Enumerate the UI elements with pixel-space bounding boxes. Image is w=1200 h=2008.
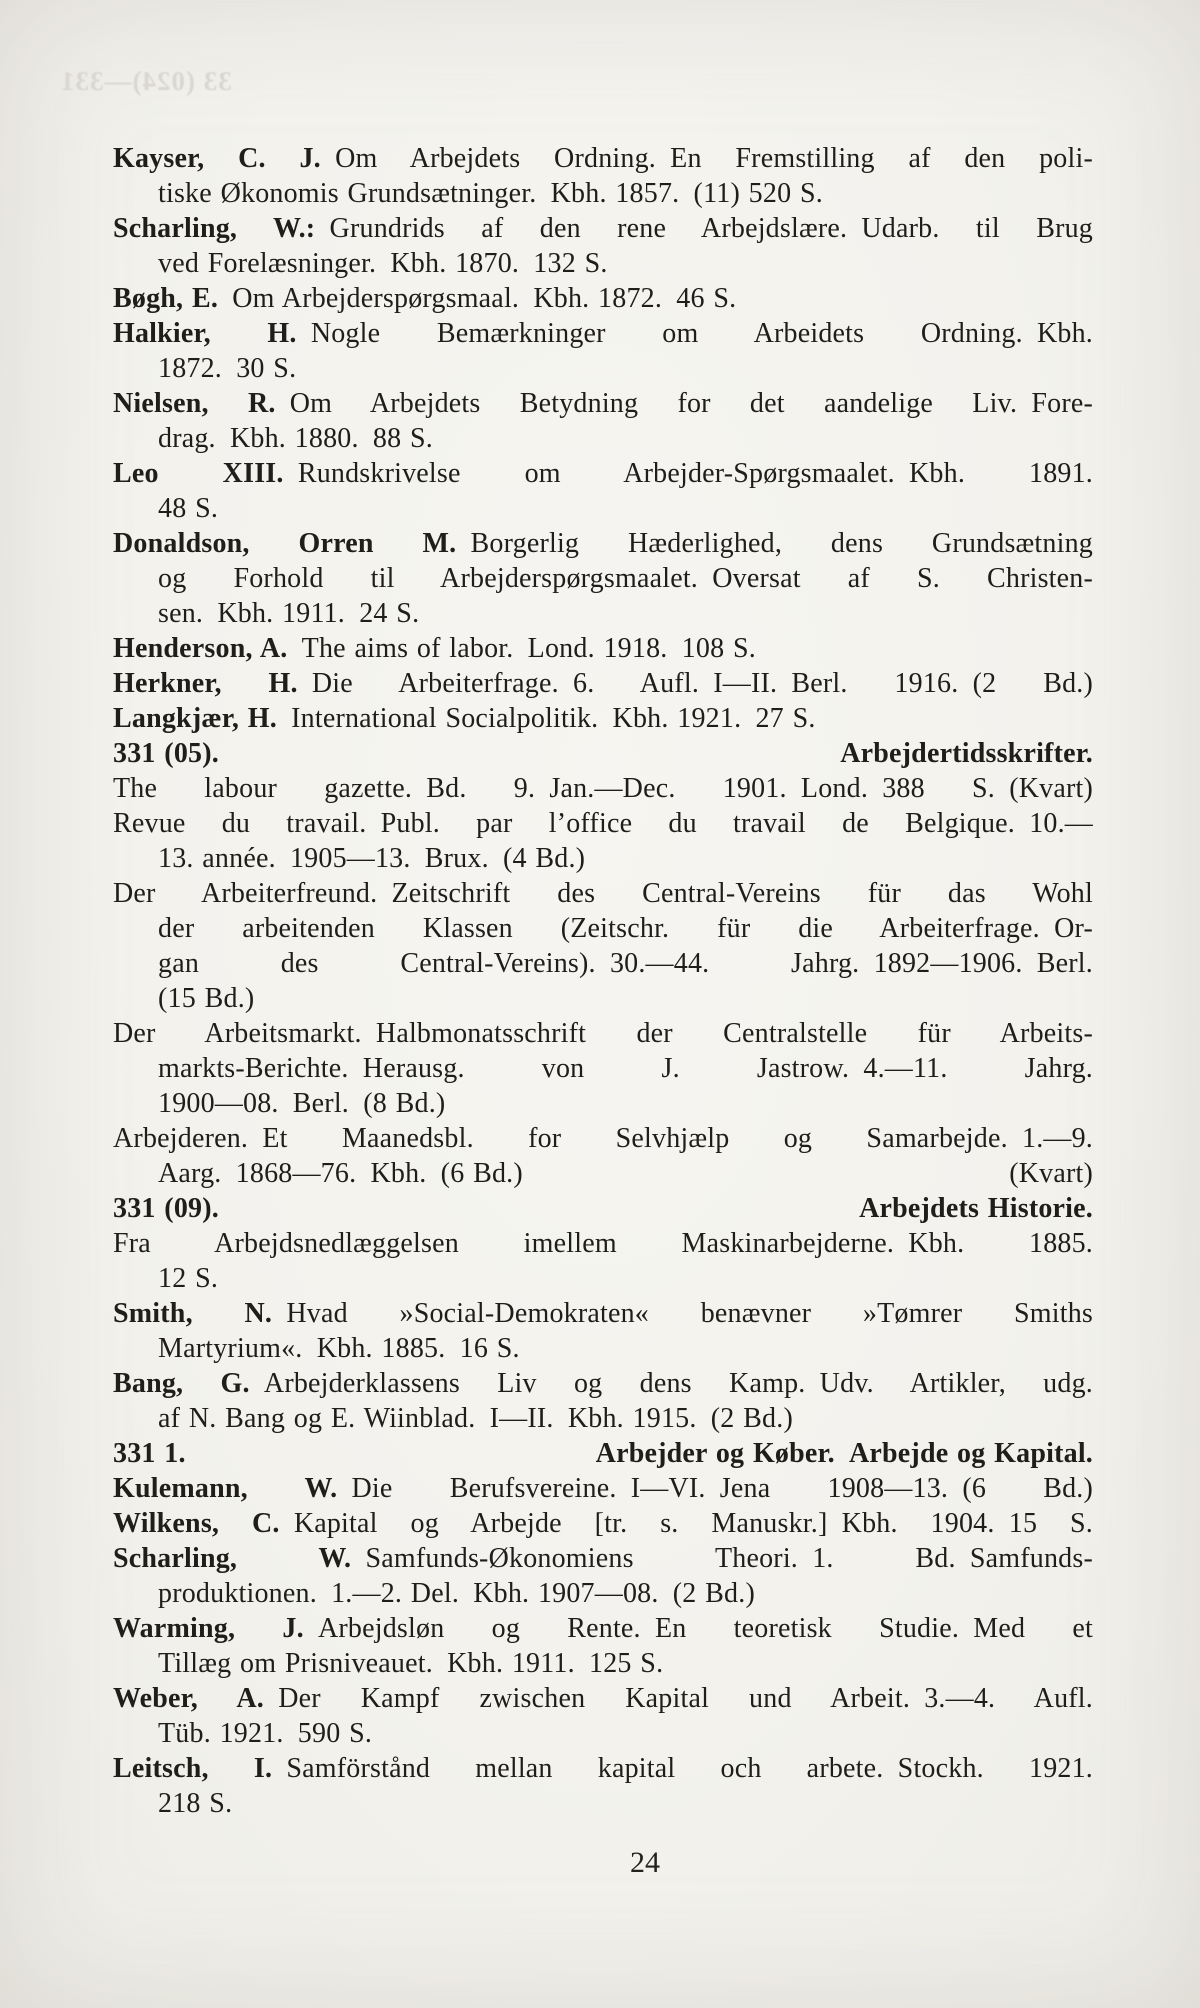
line-text: Grundrids af den rene Arbejdslære. Udarb. til Brug	[329, 213, 1093, 244]
line-text: drag. Kbh. 1880. 88 S.	[158, 423, 433, 454]
author-lead: Leitsch, I.	[113, 1753, 273, 1784]
author-lead: Herkner, H.	[113, 668, 298, 699]
section-title: Arbejder og Køber. Arbejde og Kapital.	[595, 1438, 1093, 1469]
bib-line	[113, 246, 1093, 281]
bib-line	[113, 841, 1093, 876]
line-text: markts-Berichte. Herausg. von J. Jastrow. 4.—11. Jahrg.	[158, 1053, 1093, 1084]
bib-line	[113, 806, 1093, 841]
bib-line	[113, 1121, 1093, 1156]
line-text: Fra Arbejdsnedlæggelsen imellem Maskinarbejderne. Kbh. 1885.	[113, 1228, 1093, 1259]
page-number: 24	[630, 1846, 660, 1879]
bib-line	[113, 946, 1093, 981]
line-text: Kapital og Arbejde [tr. s. Manuskr.] Kbh. 1904. 15 S.	[293, 1508, 1093, 1539]
line-text: The labour gazette. Bd. 9. Jan.—Dec. 1901. Lond. 388 S. (Kvart)	[113, 773, 1093, 804]
bib-line	[113, 1646, 1093, 1681]
author-lead: Henderson, A.	[113, 633, 288, 664]
author-lead: Scharling, W.:	[113, 213, 316, 244]
section-header	[113, 1436, 1093, 1471]
bib-line	[113, 771, 1093, 806]
bib-line	[113, 1051, 1093, 1086]
section-header	[113, 1191, 1093, 1226]
line-text: af N. Bang og E. Wiinblad. I—II. Kbh. 1915. (2 Bd.)	[158, 1403, 793, 1434]
author-lead: Kayser, C. J.	[113, 143, 321, 174]
author-lead: Leo XIII.	[113, 458, 284, 489]
line-text: ved Forelæsninger. Kbh. 1870. 132 S.	[158, 248, 608, 279]
author-lead: Bøgh, E.	[113, 283, 219, 314]
line-text: Der Arbeitsmarkt. Halbmonatsschrift der Centralstelle für Arbeits-	[113, 1018, 1093, 1049]
bib-line	[113, 351, 1093, 386]
line-text: og Forhold til Arbejderspørgsmaalet. Oversat af S. Christen-	[158, 563, 1093, 594]
bib-line	[113, 386, 1093, 421]
bib-line	[113, 1716, 1093, 1751]
line-text: Tillæg om Prisniveauet. Kbh. 1911. 125 S.	[158, 1648, 664, 1679]
bib-line	[113, 1296, 1093, 1331]
line-text: Om Arbejderspørgsmaal. Kbh. 1872. 46 S.	[232, 283, 737, 314]
line-text: Rundskrivelse om Arbejder-Spørgsmaalet. Kbh. 1891.	[297, 458, 1093, 489]
bib-line	[113, 211, 1093, 246]
line-text: Revue du travail. Publ. par l’office du travail de Belgique. 10.—	[113, 808, 1093, 839]
line-text: Borgerlig Hæderlighed, dens Grundsætning	[470, 528, 1093, 559]
author-lead: Smith, N.	[113, 1298, 273, 1329]
author-lead: Kulemann, W.	[113, 1473, 338, 1504]
line-text: Arbejderklassens Liv og dens Kamp. Udv. Artikler, udg.	[263, 1368, 1093, 1399]
line-text: 218 S.	[158, 1788, 233, 1819]
bib-line	[113, 1471, 1093, 1506]
author-lead: Warming, J.	[113, 1613, 304, 1644]
bib-line	[113, 141, 1093, 176]
section-number: 331 1.	[113, 1438, 186, 1469]
line-text: Aarg. 1868—76. Kbh. (6 Bd.)	[158, 1158, 523, 1189]
bib-line	[113, 1366, 1093, 1401]
bib-line	[113, 596, 1093, 631]
line-text: Der Kampf zwischen Kapital und Arbeit. 3.—4. Aufl.	[278, 1683, 1093, 1714]
bleedthrough-text: 33 (024)—331	[60, 66, 232, 96]
bib-line	[113, 1156, 1093, 1191]
bib-line	[113, 176, 1093, 211]
line-text: Nogle Bemærkninger om Arbeidets Ordning. Kbh.	[310, 318, 1093, 349]
line-text: der arbeitenden Klassen (Zeitschr. für die Arbeiterfrage. Or-	[158, 913, 1093, 944]
bib-line	[113, 911, 1093, 946]
line-text: Martyrium«. Kbh. 1885. 16 S.	[158, 1333, 520, 1364]
line-text: 1900—08. Berl. (8 Bd.)	[158, 1088, 446, 1119]
author-lead: Nielsen, R.	[113, 388, 276, 419]
section-number: 331 (09).	[113, 1193, 219, 1224]
bib-line	[113, 1611, 1093, 1646]
bib-line	[113, 1576, 1093, 1611]
bibliography-list	[113, 141, 1093, 1821]
bib-line	[113, 1681, 1093, 1716]
line-text: 48 S.	[158, 493, 219, 524]
line-text: Die Arbeiterfrage. 6. Aufl. I—II. Berl. 1916. (2 Bd.)	[311, 668, 1093, 699]
line-text: Hvad »Social-Demokraten« benævner »Tømrer Smiths	[286, 1298, 1093, 1329]
line-text: gan des Central-Vereins). 30.—44. Jahrg. 1892—1906. Berl.	[158, 948, 1093, 979]
author-lead: Wilkens, C.	[113, 1508, 280, 1539]
bib-line	[113, 666, 1093, 701]
bib-line	[113, 1086, 1093, 1121]
bib-line	[113, 1506, 1093, 1541]
line-text: 1872. 30 S.	[158, 353, 297, 384]
author-lead: Weber, A.	[113, 1683, 264, 1714]
format-label: (Kvart)	[1009, 1158, 1093, 1189]
section-title: Arbejdets Historie.	[859, 1193, 1093, 1224]
bib-line	[113, 1401, 1093, 1436]
author-lead: Scharling, W.	[113, 1543, 352, 1574]
bib-line	[113, 526, 1093, 561]
bib-line	[113, 421, 1093, 456]
bib-line	[113, 1226, 1093, 1261]
section-title: Arbejdertidsskrifter.	[840, 738, 1093, 769]
line-text: 12 S.	[158, 1263, 219, 1294]
line-text: Om Arbejdets Betydning for det aandelige Liv. Fore-	[289, 388, 1093, 419]
line-text: Arbejderen. Et Maanedsbl. for Selvhjælp og Samarbejde. 1.—9.	[113, 1123, 1093, 1154]
line-text: 13. année. 1905—13. Brux. (4 Bd.)	[158, 843, 586, 874]
line-text: Om Arbejdets Ordning. En Fremstilling af den poli-	[335, 143, 1093, 174]
bib-line	[113, 1331, 1093, 1366]
line-text: Der Arbeiterfreund. Zeitschrift des Central-Vereins für das Wohl	[113, 878, 1093, 909]
bib-line	[113, 1016, 1093, 1051]
line-text: (15 Bd.)	[158, 983, 255, 1014]
section-header	[113, 736, 1093, 771]
bib-line	[113, 631, 1093, 666]
author-lead: Donaldson, Orren M.	[113, 528, 457, 559]
line-text: produktionen. 1.—2. Del. Kbh. 1907—08. (2 Bd.)	[158, 1578, 755, 1609]
line-text: The aims of labor. Lond. 1918. 108 S.	[301, 633, 756, 664]
bib-line	[113, 701, 1093, 736]
bib-line	[113, 1751, 1093, 1786]
bib-line	[113, 281, 1093, 316]
bib-line	[113, 1541, 1093, 1576]
line-text: Tüb. 1921. 590 S.	[158, 1718, 373, 1749]
line-text: Samfunds-Økonomiens Theori. 1. Bd. Samfunds-	[365, 1543, 1093, 1574]
bib-line	[113, 981, 1093, 1016]
section-number: 331 (05).	[113, 738, 219, 769]
line-text: International Socialpolitik. Kbh. 1921. 27 S.	[291, 703, 816, 734]
bib-line	[113, 316, 1093, 351]
line-text: Die Berufsvereine. I—VI. Jena 1908—13. (6 Bd.)	[351, 1473, 1093, 1504]
bib-line	[113, 1786, 1093, 1821]
bib-line	[113, 456, 1093, 491]
bib-line	[113, 876, 1093, 911]
bib-line	[113, 491, 1093, 526]
author-lead: Halkier, H.	[113, 318, 297, 349]
author-lead: Langkjær, H.	[113, 703, 277, 734]
line-text: Samförstånd mellan kapital och arbete. Stockh. 1921.	[286, 1753, 1093, 1784]
line-text: sen. Kbh. 1911. 24 S.	[158, 598, 420, 629]
bib-line	[113, 1261, 1093, 1296]
bib-line	[113, 561, 1093, 596]
line-text: tiske Økonomis Grundsætninger. Kbh. 1857. (11) 520 S.	[158, 178, 823, 209]
line-text: Arbejdsløn og Rente. En teoretisk Studie. Med et	[317, 1613, 1093, 1644]
author-lead: Bang, G.	[113, 1368, 250, 1399]
